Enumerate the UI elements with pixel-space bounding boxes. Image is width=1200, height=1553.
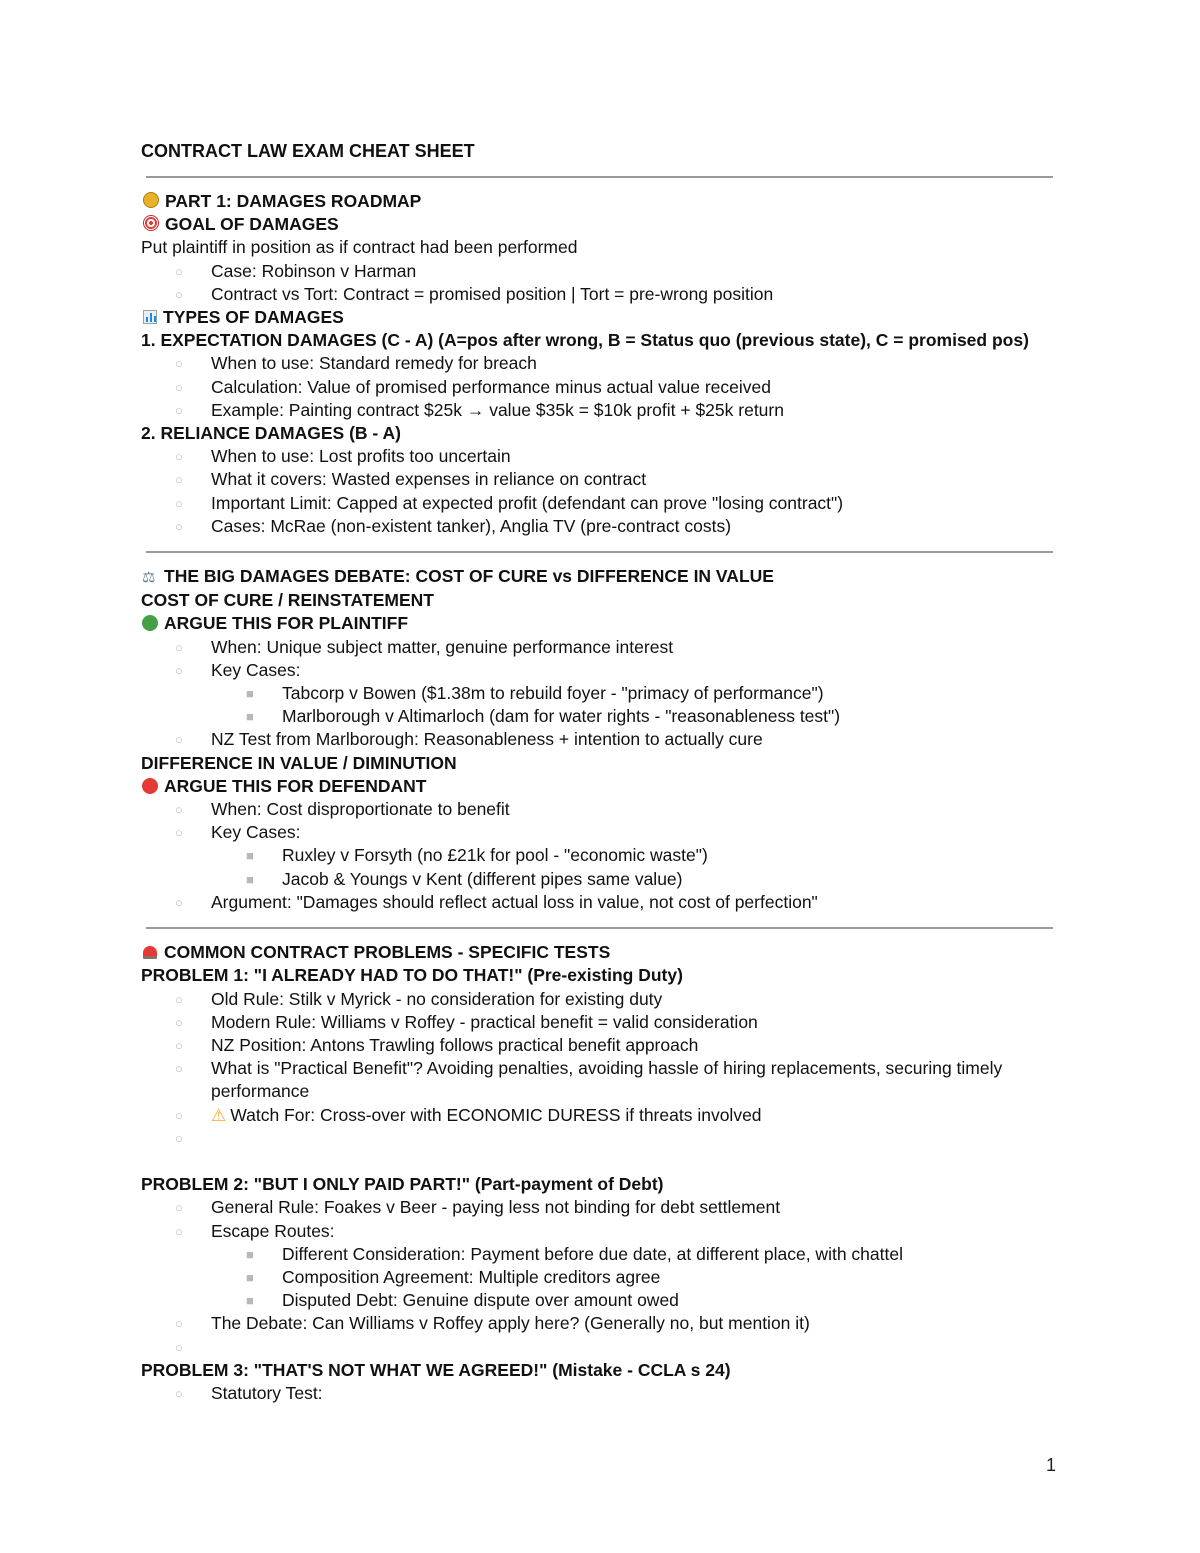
expectation-heading: 1. EXPECTATION DAMAGES (C - A) (A=pos after wrong, B = Status quo (previous state), C = promised pos) bbox=[141, 330, 1029, 351]
sub-list-item: ■ Marlborough v Altimarloch (dam for water rights - "reasonableness test") bbox=[246, 706, 841, 727]
reliance-heading: 2. RELIANCE DAMAGES (B - A) bbox=[141, 423, 401, 444]
list-item: ○ Calculation: Value of promised performance minus actual value received bbox=[175, 376, 771, 397]
warning-icon: ⚠ bbox=[211, 1105, 227, 1125]
document-title: CONTRACT LAW EXAM CHEAT SHEET bbox=[141, 141, 475, 161]
list-item: ○ The Debate: Can Williams v Roffey apply here? (Generally no, but mention it) bbox=[175, 1313, 810, 1334]
list-item: ○ Modern Rule: Williams v Roffey - practical benefit = valid consideration bbox=[175, 1011, 758, 1032]
list-item: ○ What it covers: Wasted expenses in reliance on contract bbox=[175, 469, 647, 490]
problem-3-heading: PROBLEM 3: "THAT'S NOT WHAT WE AGREED!" (Mistake - CCLA s 24) bbox=[141, 1359, 731, 1380]
bar-chart-icon bbox=[143, 310, 157, 324]
difference-in-value-heading: DIFFERENCE IN VALUE / DIMINUTION bbox=[141, 752, 457, 773]
list-item: ○ NZ Test from Marlborough: Reasonableness + intention to actually cure bbox=[175, 729, 763, 750]
problems-heading: COMMON CONTRACT PROBLEMS - SPECIFIC TESTS bbox=[141, 941, 1056, 964]
empty-list-item: ○ bbox=[175, 1339, 183, 1355]
sub-list-item: ■ Composition Agreement: Multiple creditors agree bbox=[246, 1266, 661, 1287]
argue-plaintiff: ARGUE THIS FOR PLAINTIFF bbox=[141, 612, 1056, 635]
list-item: ○ Case: Robinson v Harman bbox=[175, 260, 417, 281]
list-item: ○ Example: Painting contract $25k → value $35k = $10k profit + $25k return bbox=[175, 399, 784, 420]
sub-list-item: ■ Disputed Debt: Genuine dispute over amount owed bbox=[246, 1290, 679, 1311]
problem-2-heading: PROBLEM 2: "BUT I ONLY PAID PART!" (Part-payment of Debt) bbox=[141, 1174, 664, 1195]
sub-list-item: ■ Tabcorp v Bowen ($1.38m to rebuild foyer - "primacy of performance") bbox=[246, 683, 824, 704]
list-item: ○ Key Cases: bbox=[175, 822, 301, 843]
list-item: ○ Escape Routes: bbox=[175, 1220, 335, 1241]
argue-defendant: ARGUE THIS FOR DEFENDANT bbox=[141, 775, 1056, 798]
section-divider bbox=[146, 551, 1053, 553]
list-item: ○ Argument: "Damages should reflect actual loss in value, not cost of perfection" bbox=[175, 891, 818, 912]
target-icon bbox=[143, 215, 159, 231]
list-item: ○ Important Limit: Capped at expected profit (defendant can prove "losing contract") bbox=[175, 492, 844, 513]
section-divider bbox=[146, 927, 1053, 929]
list-item: ○ General Rule: Foakes v Beer - paying less not binding for debt settlement bbox=[175, 1197, 781, 1218]
balance-scale-icon: ⚖ bbox=[142, 569, 156, 587]
sub-list-item: ■ Ruxley v Forsyth (no £21k for pool - "economic waste") bbox=[246, 845, 708, 866]
red-circle-icon bbox=[142, 778, 158, 794]
page-number: 1 bbox=[1046, 1455, 1057, 1475]
sub-list-item: ■ Jacob & Youngs v Kent (different pipes same value) bbox=[246, 868, 683, 889]
list-item: ○ When: Unique subject matter, genuine performance interest bbox=[175, 636, 674, 657]
part1-heading: PART 1: DAMAGES ROADMAP bbox=[141, 190, 1056, 213]
list-item: ○ What is "Practical Benefit"? Avoiding penalties, avoiding hassle of hiring replacements, securing timely performance bbox=[175, 1058, 1003, 1102]
types-heading: TYPES OF DAMAGES bbox=[141, 306, 1056, 329]
section-divider bbox=[146, 176, 1053, 178]
list-item: ○ ⚠ Watch For: Cross-over with ECONOMIC DURESS if threats involved bbox=[141, 1104, 1056, 1127]
problem-1-heading: PROBLEM 1: "I ALREADY HAD TO DO THAT!" (Pre-existing Duty) bbox=[141, 965, 683, 986]
green-circle-icon bbox=[142, 615, 158, 631]
debate-heading: ⚖ THE BIG DAMAGES DEBATE: COST OF CURE vs DIFFERENCE IN VALUE bbox=[141, 565, 1056, 589]
cost-of-cure-heading: COST OF CURE / REINSTATEMENT bbox=[141, 590, 434, 611]
document-body bbox=[141, 139, 1056, 1405]
siren-icon bbox=[143, 946, 157, 959]
list-item: ○ Cases: McRae (non-existent tanker), Anglia TV (pre-contract costs) bbox=[175, 515, 732, 536]
empty-list-item: ○ bbox=[175, 1130, 183, 1146]
goal-heading: GOAL OF DAMAGES bbox=[141, 213, 1056, 236]
money-bag-icon bbox=[143, 192, 159, 208]
list-item: ○ When to use: Lost profits too uncertain bbox=[175, 446, 511, 467]
list-item: ○ When: Cost disproportionate to benefit bbox=[175, 799, 510, 820]
list-item: ○ Key Cases: bbox=[175, 659, 301, 680]
list-item: ○ Old Rule: Stilk v Myrick - no consideration for existing duty bbox=[175, 988, 663, 1009]
goal-intro: Put plaintiff in position as if contract had been performed bbox=[141, 237, 578, 258]
list-item: ○ When to use: Standard remedy for breach bbox=[175, 353, 537, 374]
sub-list-item: ■ Different Consideration: Payment before due date, at different place, with chattel bbox=[246, 1243, 903, 1264]
list-item: ○ NZ Position: Antons Trawling follows practical benefit approach bbox=[175, 1034, 699, 1055]
blank-line bbox=[141, 1150, 1056, 1173]
list-item: ○ Statutory Test: bbox=[175, 1382, 323, 1403]
list-item: ○ Contract vs Tort: Contract = promised position | Tort = pre-wrong position bbox=[175, 283, 774, 304]
